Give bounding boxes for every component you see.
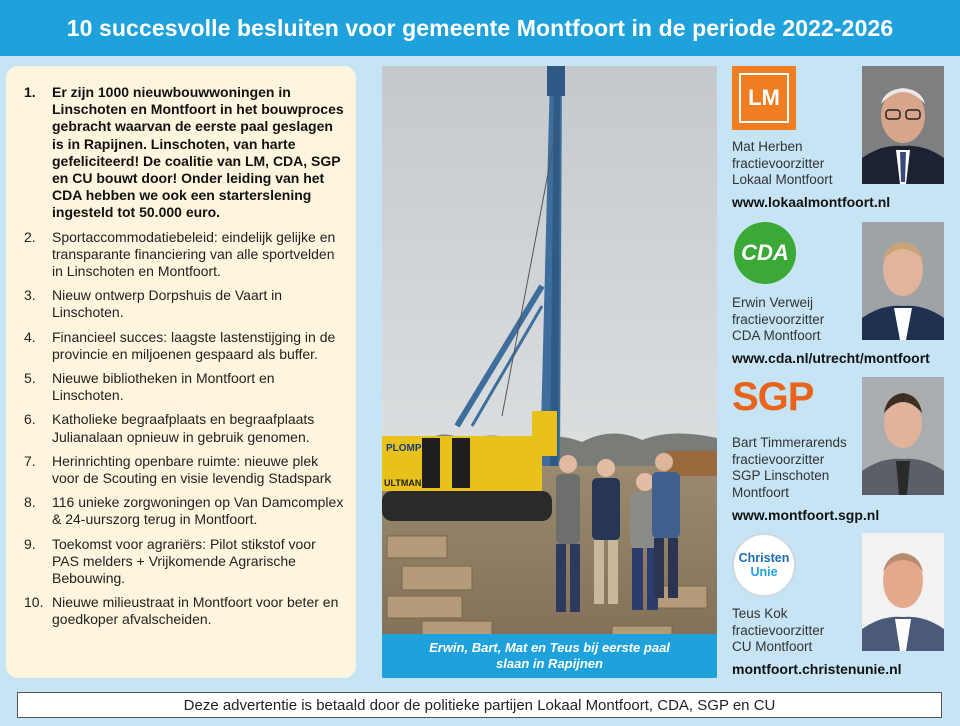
photo-caption xyxy=(382,634,717,678)
party-location: Montfoort xyxy=(732,484,790,500)
party-url: www.lokaalmontfoort.nl xyxy=(732,194,891,210)
list-number: 1. xyxy=(24,84,36,100)
list-number: 7. xyxy=(24,452,36,469)
list-item xyxy=(24,287,344,321)
party-url: www.cda.nl/utrecht/montfoort xyxy=(732,350,930,366)
lm-logo xyxy=(732,66,796,130)
caption-line: Erwin, Bart, Mat en Teus bij eerste paal xyxy=(429,640,670,655)
list-text: Nieuwe bibliotheken in Montfoort en Linschoten. xyxy=(52,370,275,404)
cu-logo-text: Christen xyxy=(738,551,790,565)
list-text: Nieuwe milieustraat in Montfoort voor beter en goedkoper afvalscheiden. xyxy=(52,594,339,628)
person-role: fractievoorzitter xyxy=(732,451,825,467)
list-item xyxy=(24,411,344,445)
party-contact xyxy=(732,139,833,189)
list-item xyxy=(24,536,344,588)
caption-line: slaan in Rapijnen xyxy=(496,656,603,671)
party-url: montfoort.christenunie.nl xyxy=(732,661,902,677)
list-text: Herinrichting openbare ruimte: nieuwe plek voor de Scouting en visie levendig Stadspark xyxy=(52,452,332,487)
list-number: 6. xyxy=(24,411,36,428)
person-role: fractievoorzitter xyxy=(732,622,825,638)
title-bar xyxy=(0,0,960,56)
list-text: Nieuw ontwerp Dorpshuis de Vaart in Linschoten. xyxy=(52,287,283,321)
portrait-teus-kok xyxy=(862,533,944,651)
list-text: Er zijn 1000 nieuwbouwwoningen in Linschoten en Montfoort in het bouwproces gebracht waarvan de eerste paal geslagen is in Rapijnen. Linschoten, van harte gefeliciteerd! De coalitie van LM, CDA, SGP en CU bouwt door! Onder leiding van het CDA hebben we ook een starterslening ingesteld tot 50.000 euro. xyxy=(52,84,344,221)
list-item xyxy=(24,229,344,281)
list-text: Toekomst voor agrariërs: Pilot stikstof voor PAS melders + Vrijkomende Agrarische Bebouwing. xyxy=(52,535,316,587)
party-name: SGP Linschoten xyxy=(732,468,830,483)
person-name: Mat Herben xyxy=(732,139,803,154)
party-lokaal-montfoort xyxy=(732,66,950,216)
cu-logo-text: Unie xyxy=(750,565,778,579)
list-number: 3. xyxy=(24,287,36,304)
list-number: 10. xyxy=(24,594,44,611)
list-number: 4. xyxy=(24,328,36,345)
list-item xyxy=(24,329,344,363)
party-name: Lokaal Montfoort xyxy=(732,172,833,187)
page-title: 10 succesvolle besluiten voor gemeente Montfoort in de periode 2022-2026 xyxy=(66,14,894,41)
party-contact xyxy=(732,606,824,656)
lm-logo-text: LM xyxy=(739,73,789,123)
list-text: Financieel succes: laagste lastenstijging in de provincie en miljoenen gespaard als buffer. xyxy=(52,328,336,362)
person-role: fractievoorzitter xyxy=(732,311,825,327)
person-role: fractievoorzitter xyxy=(732,155,825,171)
construction-photo xyxy=(382,66,717,678)
list-item xyxy=(24,594,344,628)
footer-disclaimer: Deze advertentie is betaald door de politieke partijen Lokaal Montfoort, CDA, SGP en CU xyxy=(17,692,942,718)
party-url: www.montfoort.sgp.nl xyxy=(732,507,880,523)
list-item xyxy=(24,84,344,222)
cu-logo xyxy=(732,533,796,597)
party-christenunie xyxy=(732,533,950,683)
list-number: 2. xyxy=(24,228,36,245)
party-name: CDA Montfoort xyxy=(732,328,821,343)
list-number: 5. xyxy=(24,370,36,387)
list-text: 116 unieke zorgwoningen op Van Damcomplex & 24-uurszorg terug in Montfoort. xyxy=(52,494,344,528)
list-item xyxy=(24,370,344,404)
person-name: Teus Kok xyxy=(732,606,788,621)
decisions-panel xyxy=(6,66,356,678)
cda-logo: CDA xyxy=(734,222,796,284)
person-name: Bart Timmerarends xyxy=(732,435,847,450)
portrait-mat-herben xyxy=(862,66,944,184)
list-item xyxy=(24,494,344,528)
list-text: Katholieke begraafplaats en begraafplaats Julianalaan opnieuw in gebruik genomen. xyxy=(52,411,315,445)
sgp-logo: SGP xyxy=(732,375,814,419)
party-cda xyxy=(732,222,950,372)
portrait-bart-timmerarends xyxy=(862,377,944,495)
list-number: 8. xyxy=(24,494,36,511)
portrait-erwin-verweij xyxy=(862,222,944,340)
photo-illustration xyxy=(382,66,717,678)
person-name: Erwin Verweij xyxy=(732,295,814,310)
party-name: CU Montfoort xyxy=(732,639,813,654)
machine-label: ULTMAN xyxy=(384,478,422,488)
list-number: 9. xyxy=(24,535,36,552)
list-item xyxy=(24,453,344,487)
party-contact xyxy=(732,295,824,345)
machine-label: PLOMP xyxy=(386,443,422,454)
list-text: Sportaccommodatiebeleid: eindelijk gelijke en transparante financiering van alle sportvelden in Linschoten en Montfoort. xyxy=(52,228,336,280)
party-sgp xyxy=(732,377,950,527)
party-contact xyxy=(732,435,847,501)
